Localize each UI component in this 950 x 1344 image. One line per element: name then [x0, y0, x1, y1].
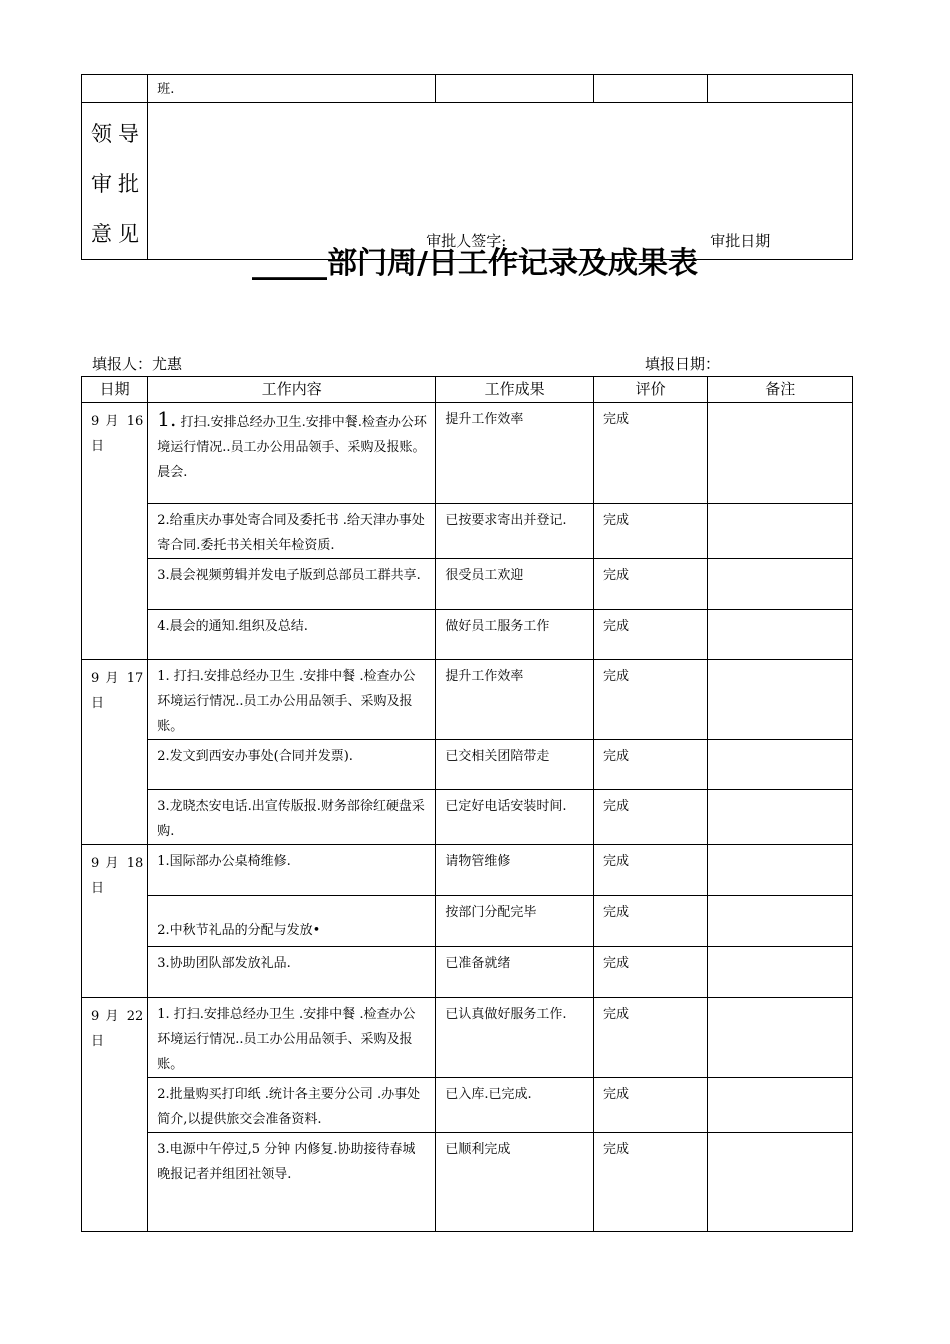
table-row [82, 660, 853, 740]
content-cell: 2.发文到西安办事处(合同并发票). [148, 740, 436, 790]
cell [148, 75, 436, 103]
report-date-label: 填报日期： [645, 355, 721, 373]
content-cell: 3.晨会视频剪辑并发电子版到总部员工群共享. [148, 559, 436, 610]
result-cell: 已按要求寄出并登记. [436, 504, 594, 559]
table-header-row [82, 377, 853, 403]
content-cell: 2.中秋节礼品的分配与发放• [148, 896, 436, 947]
date-cell: 9 月 17 日 [82, 660, 148, 845]
table-row [82, 403, 853, 504]
header-content: 工作内容 [148, 377, 436, 403]
content-cell: 1.国际部办公桌椅维修. [148, 845, 436, 896]
note-cell [708, 896, 853, 947]
table-row [82, 610, 853, 660]
note-cell [708, 504, 853, 559]
table-row [82, 504, 853, 559]
eval-cell: 完成 [593, 998, 707, 1078]
result-cell: 提升工作效率 [436, 660, 594, 740]
table-row [82, 559, 853, 610]
eval-cell: 完成 [593, 504, 707, 559]
result-cell: 已准备就绪 [436, 947, 594, 998]
eval-cell: 完成 [593, 845, 707, 896]
header-evaluation: 评价 [593, 377, 707, 403]
content-cell: 3.协助团队部发放礼品. [148, 947, 436, 998]
approval-label [82, 103, 147, 259]
note-cell [708, 845, 853, 896]
header-result: 工作成果 [436, 377, 594, 403]
result-cell: 已定好电话安装时间. [436, 790, 594, 845]
table-row [82, 998, 853, 1078]
table-row [82, 845, 853, 896]
table-row [82, 896, 853, 947]
content-text: 打扫.安排总经办卫生.安排中餐.检查办公环境运行情况..员工办公用品领手、采购及报账。晨会. [157, 415, 427, 480]
approval-date-label: 审批日期 [710, 232, 771, 250]
date-cell: 9 月 16 日 [82, 403, 148, 660]
result-cell: 提升工作效率 [436, 403, 594, 504]
result-cell: 已交相关团陪带走 [436, 740, 594, 790]
approval-label-cell [82, 103, 148, 260]
note-cell [708, 947, 853, 998]
work-record-table [81, 376, 853, 1232]
note-cell [708, 403, 853, 504]
table-row [82, 740, 853, 790]
eval-cell: 完成 [593, 660, 707, 740]
eval-cell: 完成 [593, 947, 707, 998]
eval-cell: 完成 [593, 740, 707, 790]
note-cell [708, 660, 853, 740]
result-cell: 很受员工欢迎 [436, 559, 594, 610]
result-cell: 已认真做好服务工作. [436, 998, 594, 1078]
eval-cell: 完成 [593, 790, 707, 845]
approval-body [148, 103, 853, 260]
date-cell: 9 月 18 日 [82, 845, 148, 998]
fragment-text: 班. [157, 82, 175, 97]
header-note: 备注 [708, 377, 853, 403]
page-title: _____部门周/日工作记录及成果表 [252, 246, 698, 281]
result-cell: 已顺利完成 [436, 1133, 594, 1232]
result-cell: 按部门分配完毕 [436, 896, 594, 947]
note-cell [708, 998, 853, 1078]
content-cell: 2.批量购买打印纸 .统计各主要分公司 .办事处简介,以提供旅交会准备资料. [148, 1078, 436, 1133]
approval-label-line: 审批 [91, 172, 145, 196]
filler-label: 填报人：尤惠 [92, 355, 183, 373]
eval-cell: 完成 [593, 1133, 707, 1232]
cell [708, 75, 853, 103]
date-cell: 9 月 22 日 [82, 998, 148, 1232]
eval-cell: 完成 [593, 896, 707, 947]
table-row [82, 790, 853, 845]
item-number: 1. [157, 407, 177, 431]
content-cell: 3.电源中午停过,5 分钟 内修复.协助接待春城晚报记者并组团社领导. [148, 1133, 436, 1232]
approval-table [81, 74, 853, 260]
eval-cell: 完成 [593, 1078, 707, 1133]
signature-label: 审批人签字: [426, 232, 507, 250]
eval-cell: 完成 [593, 610, 707, 660]
table-row [82, 947, 853, 998]
note-cell [708, 790, 853, 845]
note-cell [708, 1078, 853, 1133]
header-date: 日期 [82, 377, 148, 403]
table-row [82, 1078, 853, 1133]
content-cell: 1. 打扫.安排总经办卫生 .安排中餐 .检查办公环境运行情况..员工办公用品领手、采购及报账。 [148, 660, 436, 740]
cell [593, 75, 707, 103]
note-cell [708, 740, 853, 790]
note-cell [708, 559, 853, 610]
content-cell: 1. 打扫.安排总经办卫生 .安排中餐 .检查办公环境运行情况..员工办公用品领手、采购及报账。 [148, 998, 436, 1078]
table-row [82, 1133, 853, 1232]
content-cell [148, 403, 436, 504]
content-cell: 2.给重庆办事处寄合同及委托书 .给天津办事处寄合同.委托书关相关年检资质. [148, 504, 436, 559]
approval-label-line: 意见 [91, 222, 145, 246]
result-cell: 做好员工服务工作 [436, 610, 594, 660]
result-cell: 已入库.已完成. [436, 1078, 594, 1133]
content-cell: 4.晨会的通知.组织及总结. [148, 610, 436, 660]
result-cell: 请物管维修 [436, 845, 594, 896]
approval-label-line: 领导 [91, 122, 145, 146]
note-cell [708, 1133, 853, 1232]
cell [82, 75, 148, 103]
content-cell: 3.龙晓杰安电话.出宣传版报.财务部徐红硬盘采购. [148, 790, 436, 845]
note-cell [708, 610, 853, 660]
eval-cell: 完成 [593, 403, 707, 504]
eval-cell: 完成 [593, 559, 707, 610]
cell [436, 75, 594, 103]
